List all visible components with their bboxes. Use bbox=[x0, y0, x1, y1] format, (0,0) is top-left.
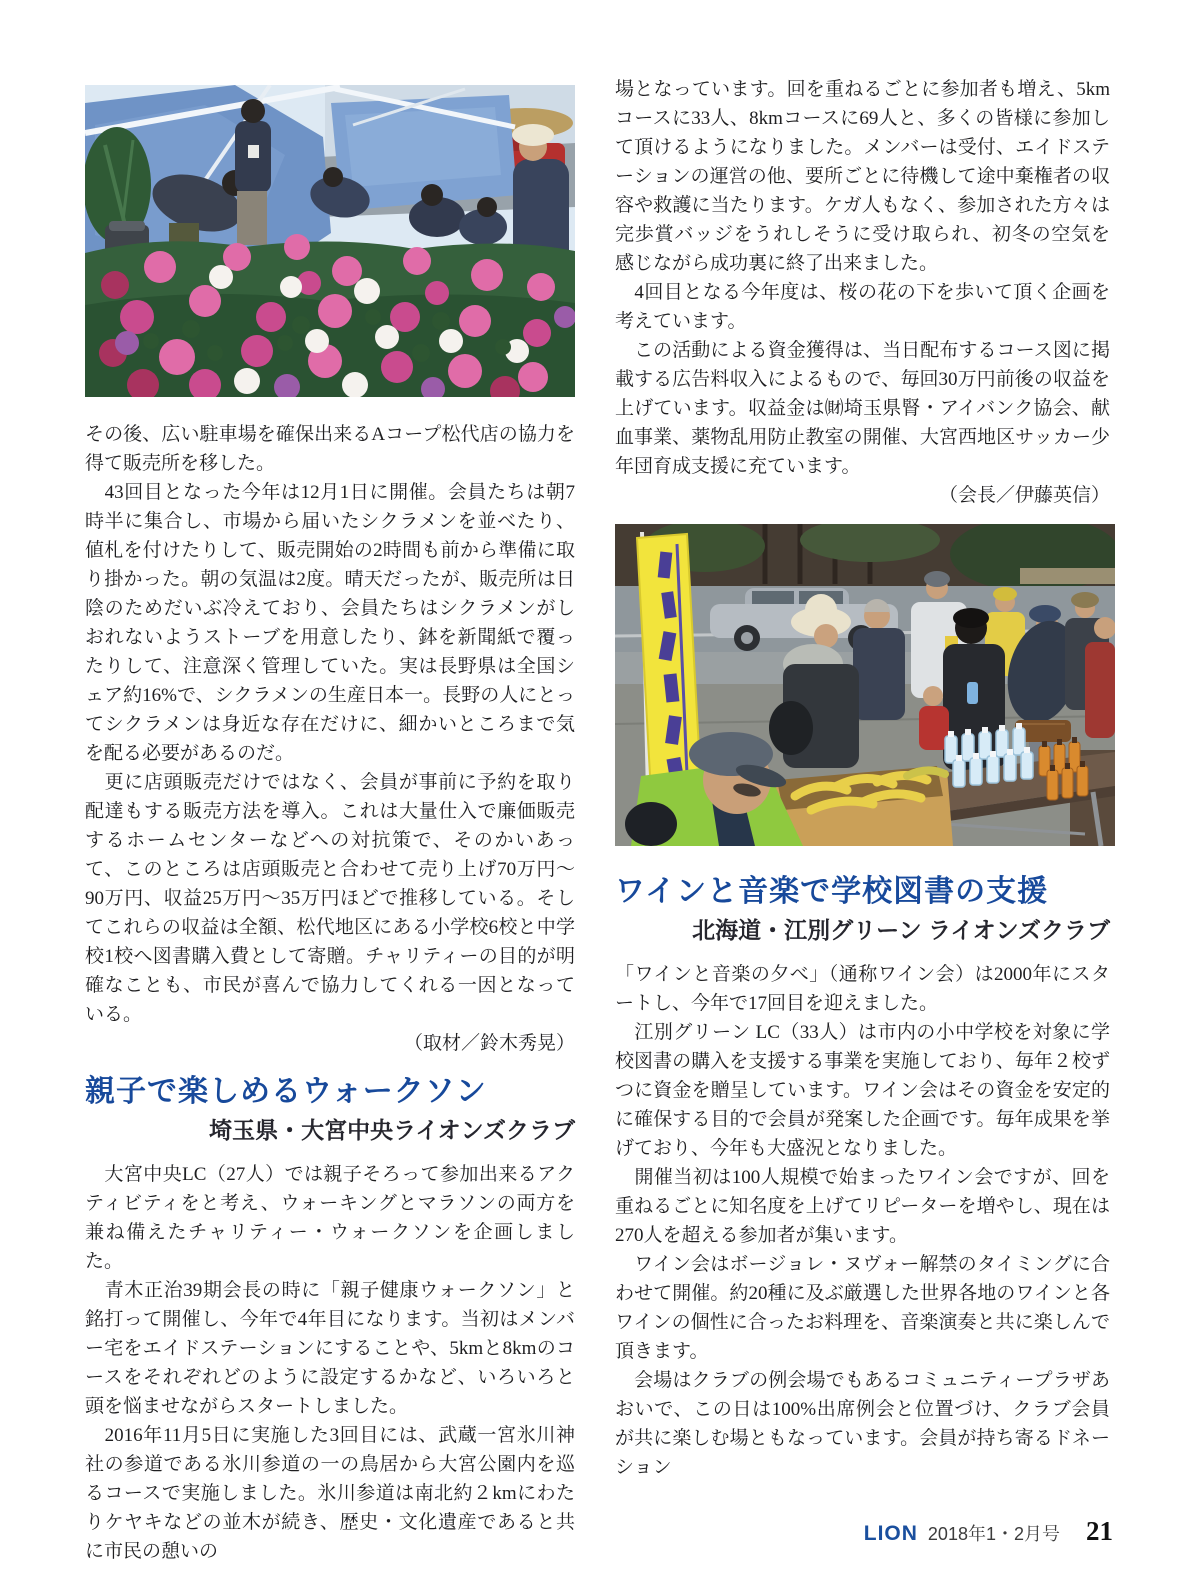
body-paragraph: この活動による資金獲得は、当日配布するコース図に掲載する広告料収入によるもので、毎回30万円前後の収益を上げています。収益金は㈶埼玉県腎・アイバンク協会、献血事業、薬物乱用防止教室の開催、大宮西地区サッカー少年団育成支援に充ています。 bbox=[615, 340, 1110, 477]
club-name: 北海道・江別グリーン ライオンズクラブ bbox=[692, 917, 1110, 943]
body-paragraph: 更に店頭販売だけではなく、会員が事前に予約を取り配達もする販売方法を導入。これは大量仕入で廉価販売するホームセンターなどへの対抗策で、そのかいあって、このところは店頭販売と合わせて売り上げ70万円〜90万円、収益25万円〜35万円ほどで推移している。そしてこれらの収益は全額、松代地区にある小学校6校と中学校1校へ図書購入費として寄贈。チャリティーの目的が明確なことも、市民が喜んで協力してくれる一因となっている。 bbox=[85, 772, 575, 1025]
right-column bbox=[615, 75, 1110, 1482]
club-name: 埼玉県・大宮中央ライオンズクラブ bbox=[209, 1117, 575, 1143]
body-paragraph: ワイン会はボージョレ・ヌヴォー解禁のタイミングに合わせて開催。約20種に及ぶ厳選した世界各地のワインと各ワインの個性に合ったお料理を、音楽演奏と共に楽しんで頂きます。 bbox=[615, 1254, 1110, 1362]
photo-cyclamen-sale bbox=[85, 85, 575, 397]
body-paragraph: 会場はクラブの例会場でもあるコミュニティープラザあおいで、この日は100%出席例会と位置づけ、クラブ会員が共に楽しむ場ともなっています。会員が持ち寄るドネーション bbox=[615, 1370, 1110, 1478]
body-paragraph: 大宮中央LC（27人）では親子そろって参加出来るアクティビティをと考え、ウォーキングとマラソンの両方を兼ね備えたチャリティー・ウォークソンを企画しました。 bbox=[85, 1164, 575, 1272]
body-paragraph: 場となっています。回を重ねるごとに参加者も増え、5kmコースに33人、8kmコースに69人と、多くの皆様に参加して頂けるようになりました。メンバーは受付、エイドステーションの運営の他、要所ごとに待機して途中棄権者の収容や救護に当たります。ケガ人もなく、参加された方々は完歩賞バッジをうれしそうに受け取られ、初冬の空気を感じながら成功裏に終了出来ました。 bbox=[615, 79, 1110, 274]
left-column bbox=[85, 85, 575, 1566]
footer-magazine-name: LION bbox=[863, 1522, 918, 1545]
footer-issue: 2018年1・2月号 bbox=[927, 1524, 1060, 1544]
body-paragraph: 4回目となる今年度は、桜の花の下を歩いて頂く企画を考えています。 bbox=[615, 282, 1110, 332]
body-paragraph: 「ワインと音楽の夕べ」（通称ワイン会）は2000年にスタートし、今年で17回目を迎えました。 bbox=[615, 964, 1110, 1014]
body-paragraph: 43回目となった今年は12月1日に開催。会員たちは朝7時半に集合し、市場から届いたシクラメンを並べたり、値札を付けたりして、販売開始の2時間も前から準備に取り掛かった。朝の気温は2度。晴天だったが、販売所は日陰のためだいぶ冷えており、会員たちはシクラメンがしおれないようストーブを用意したり、鉢を新聞紙で覆ったりして、注意深く管理していた。実は長野県は全国シェア約16%で、シクラメンの生産日本一。長野の人にとってシクラメンは身近な存在だけに、細かいところまで気を配る必要があるのだ。 bbox=[85, 482, 575, 764]
president-credit: （会長／伊藤英信） bbox=[938, 485, 1110, 506]
body-paragraph: 開催当初は100人規模で始まったワイン会ですが、回を重ねるごとに知名度を上げてリピーターを増やし、現在は270人を超える参加者が集います。 bbox=[615, 1167, 1110, 1246]
body-paragraph: 青木正治39期会長の時に「親子健康ウォークソン」と銘打って開催し、今年で4年目になります。当初はメンバー宅をエイドステーションにすることや、5kmと8kmのコースをそれぞれどのように設定するかなど、いろいろと頭を悩ませながらスタートしました。 bbox=[85, 1280, 575, 1417]
body-paragraph: 江別グリーン LC（33人）は市内の小中学校を対象に学校図書の購入を支援する事業を実施しており、毎年２校ずつに資金を贈呈しています。ワイン会はその資金を安定的に確保する目的で会員が発案した企画です。毎年成果を挙げており、今年も大盛況となりました。 bbox=[615, 1022, 1110, 1159]
page-footer bbox=[864, 1516, 1113, 1547]
photo-walkathon-aid-station bbox=[615, 524, 1115, 846]
body-paragraph: 2016年11月5日に実施した3回目には、武蔵一宮氷川神社の参道である氷川参道の一の鳥居から大宮公園内を巡るコースで実施しました。氷川参道は南北約２kmにわたりケヤキなどの並木が続き、歴史・文化遺産であると共に市民の憩いの bbox=[85, 1425, 575, 1562]
article-title-walkathon: 親子で楽しめるウォークソン bbox=[85, 1075, 487, 1108]
body-paragraph: その後、広い駐車場を確保出来るAコープ松代店の協力を得て販売所を移した。 bbox=[85, 424, 575, 474]
footer-page-number: 21 bbox=[1086, 1516, 1113, 1546]
reporter-credit: （取材／鈴木秀晃） bbox=[403, 1033, 575, 1054]
article-title-wine: ワインと音楽で学校図書の支援 bbox=[615, 875, 1049, 908]
